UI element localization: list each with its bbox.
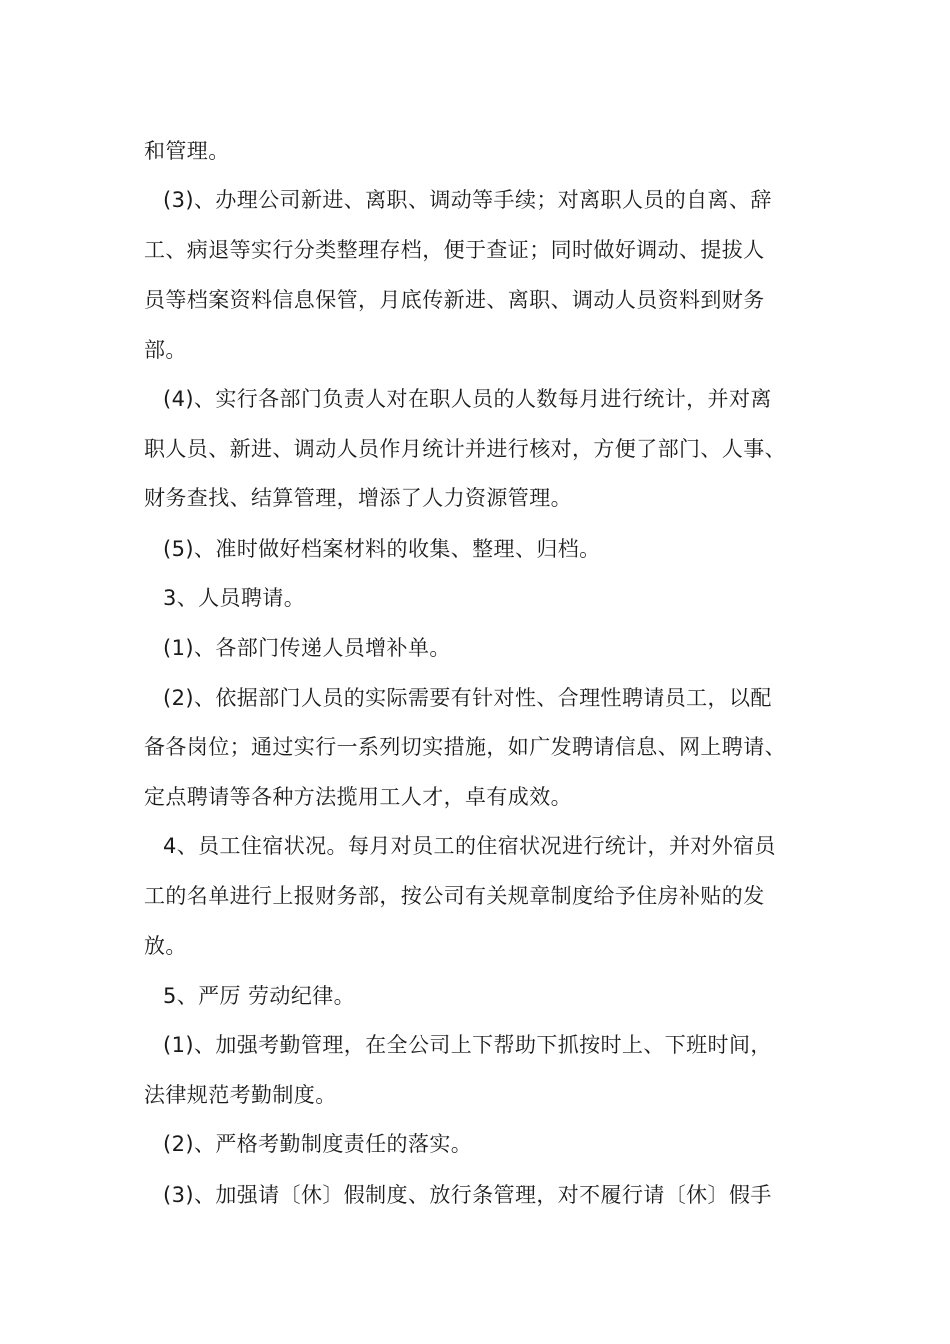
text-line: 备各岗位；通过实行一系列切实措施，如广发聘请信息、网上聘请、 — [144, 735, 786, 759]
text-line: 工、病退等实行分类整理存档，便于查证；同时做好调动、提拔人 — [144, 238, 765, 262]
text-line: 5、严厉 劳动纪律。 — [163, 984, 356, 1008]
text-line: 工的名单进行上报财务部，按公司有关规章制度给予住房补贴的发 — [144, 884, 765, 908]
text-line: (5)、准时做好档案材料的收集、整理、归档。 — [163, 537, 601, 561]
text-line: (4)、实行各部门负责人对在职人员的人数每月进行统计，并对离 — [163, 387, 772, 411]
text-line: 员等档案资料信息保管，月底传新进、离职、调动人员资料到财务 — [144, 288, 765, 312]
text-line: (3)、办理公司新进、离职、调动等手续；对离职人员的自离、辞 — [163, 188, 772, 212]
text-line: 放。 — [144, 934, 187, 958]
text-line: 定点聘请等各种方法揽用工人才，卓有成效。 — [144, 785, 572, 809]
text-line: (2)、依据部门人员的实际需要有针对性、合理性聘请员工，以配 — [163, 686, 772, 710]
text-line: 3、人员聘请。 — [163, 586, 306, 610]
text-line: 财务查找、结算管理，增添了人力资源管理。 — [144, 486, 572, 510]
text-line: 法律规范考勤制度。 — [144, 1083, 337, 1107]
text-line: 职人员、新进、调动人员作月统计并进行核对，方便了部门、人事、 — [144, 437, 786, 461]
text-line: 部。 — [144, 338, 187, 362]
text-line: 和管理。 — [144, 139, 230, 163]
text-line: (2)、严格考勤制度责任的落实。 — [163, 1132, 473, 1156]
text-line: (1)、加强考勤管理，在全公司上下帮助下抓按时上、下班时间， — [163, 1033, 772, 1057]
text-line: 4、员工住宿状况。每月对员工的住宿状况进行统计，并对外宿员 — [163, 834, 776, 858]
text-line: (3)、加强请〔休〕假制度、放行条管理，对不履行请〔休〕假手 — [163, 1183, 772, 1207]
text-line: (1)、各部门传递人员增补单。 — [163, 636, 451, 660]
